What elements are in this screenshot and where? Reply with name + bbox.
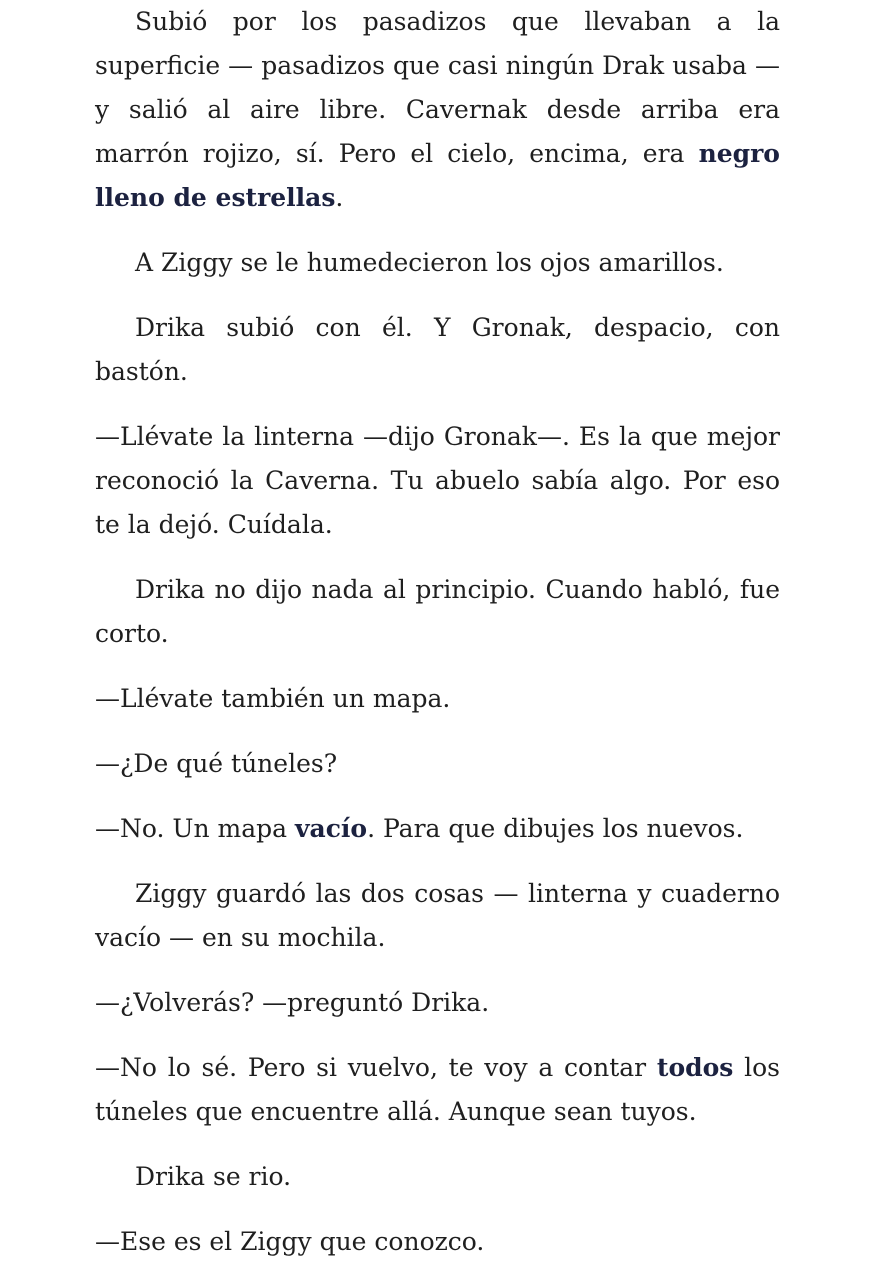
emphasis-text: todos — [656, 1053, 734, 1082]
emphasis-text: vacío — [294, 814, 368, 843]
paragraph — [95, 1046, 780, 1134]
paragraph — [95, 306, 780, 394]
text-run: Drika no dijo nada al principio. Cuando habló, fue corto. — [95, 575, 780, 648]
text-run: —No lo sé. Pero si vuelvo, te voy a contar — [95, 1053, 657, 1082]
paragraph — [95, 872, 780, 960]
text-run: . — [335, 183, 344, 212]
paragraph — [95, 0, 780, 220]
paragraph — [95, 677, 780, 721]
paragraph — [95, 568, 780, 656]
paragraph — [95, 981, 780, 1025]
paragraph — [95, 241, 780, 285]
text-run: . Para que dibujes los nuevos. — [367, 814, 744, 843]
paragraph — [95, 1155, 780, 1199]
text-run: —No. Un mapa — [95, 814, 295, 843]
text-run: Subió por los pasadizos que llevaban a la superficie — pasadizos que casi ningún Drak usaba — y salió al aire libre. Cavernak desde arriba era marrón rojizo, sí. Pero el cielo, encima, era — [95, 7, 780, 168]
text-run: A Ziggy se le humedecieron los ojos amarillos. — [135, 248, 724, 277]
text-run: —Llévate también un mapa. — [95, 684, 451, 713]
emphasis-text: negro lleno de estrellas — [95, 139, 780, 212]
book-page — [95, 0, 780, 1264]
paragraph — [95, 742, 780, 786]
paragraph — [95, 415, 780, 547]
text-run: Ziggy guardó las dos cosas — linterna y cuaderno vacío — en su mochila. — [95, 879, 780, 952]
paragraph — [95, 1220, 780, 1264]
paragraph — [95, 807, 780, 851]
text-run: —¿De qué túneles? — [95, 749, 338, 778]
text-run: —Ese es el Ziggy que conozco. — [95, 1227, 485, 1256]
text-run: —Llévate la linterna —dijo Gronak—. Es la que mejor reconoció la Caverna. Tu abuelo sabía algo. Por eso te la dejó. Cuídala. — [95, 422, 780, 539]
text-run: Drika subió con él. Y Gronak, despacio, con bastón. — [95, 313, 780, 386]
text-run: los túneles que encuentre allá. Aunque sean tuyos. — [95, 1053, 780, 1126]
text-run: —¿Volverás? —preguntó Drika. — [95, 988, 490, 1017]
text-run: Drika se rio. — [135, 1162, 292, 1191]
